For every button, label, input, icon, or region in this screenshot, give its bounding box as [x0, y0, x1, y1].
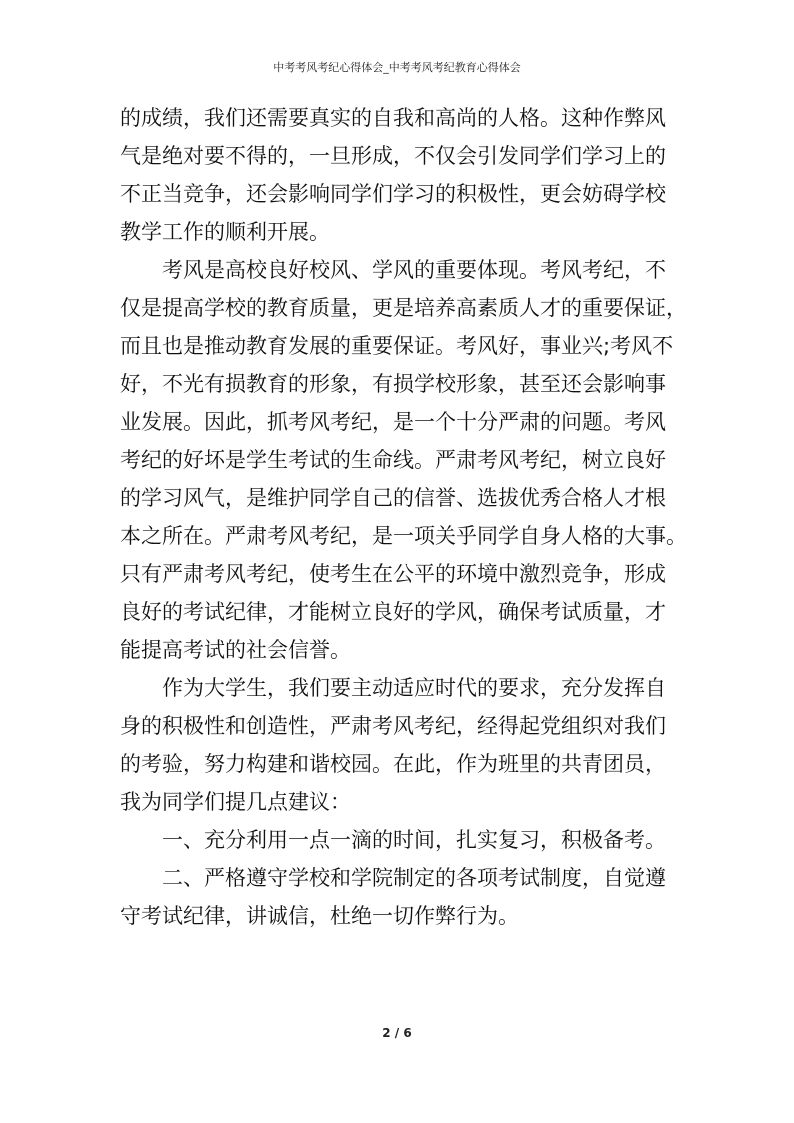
body-line: 教学工作的顺利开展。 [120, 220, 330, 244]
body-line: 考纪的好坏是学生考试的生命线。严肃考风考纪，树立良好 [120, 448, 666, 472]
body-line: 不正当竞争，还会影响同学们学习的积极性，更会妨碍学校 [120, 182, 666, 206]
body-line: 而且也是推动教育发展的重要保证。考风好，事业兴;考风不 [120, 334, 674, 358]
paragraph-start-line: 二、严格遵守学校和学院制定的各项考试制度，自觉遵 [162, 866, 666, 890]
paragraph-start-line: 考风是高校良好校风、学风的重要体现。考风考纪，不 [162, 258, 666, 282]
body-line: 守考试纪律，讲诚信，杜绝一切作弊行为。 [120, 904, 519, 928]
body-line: 只有严肃考风考纪，使考生在公平的环境中激烈竞争，形成 [120, 562, 666, 586]
body-line: 的学习风气，是维护同学自己的信誉、选拔优秀合格人才根 [120, 486, 666, 510]
document-body [120, 99, 687, 935]
body-line: 业发展。因此，抓考风考纪，是一个十分严肃的问题。考风 [120, 410, 666, 434]
body-line: 能提高考试的社会信誉。 [120, 638, 351, 662]
page-header-title: 中考考风考纪心得体会_中考考风考纪教育心得体会 [273, 61, 521, 74]
body-line: 良好的考试纪律，才能树立良好的学风，确保考试质量，才 [120, 600, 666, 624]
body-line: 本之所在。严肃考风考纪，是一项关乎同学自身人格的大事。 [120, 524, 687, 548]
body-line: 仅是提高学校的教育质量，更是培养高素质人才的重要保证， [120, 296, 687, 320]
body-line: 我为同学们提几点建议： [120, 790, 351, 814]
body-line: 的成绩，我们还需要真实的自我和高尚的人格。这种作弊风 [120, 106, 666, 130]
paragraph-start-line: 作为大学生，我们要主动适应时代的要求，充分发挥自 [162, 676, 666, 700]
body-line: 身的积极性和创造性，严肃考风考纪，经得起党组织对我们 [120, 714, 666, 738]
page-number: 2 / 6 [382, 1026, 412, 1040]
body-line: 的考验，努力构建和谐校园。在此，作为班里的共青团员， [120, 752, 666, 776]
body-line: 气是绝对要不得的，一旦形成，不仅会引发同学们学习上的 [120, 144, 666, 168]
paragraph-start-line: 一、充分利用一点一滴的时间，扎实复习，积极备考。 [162, 828, 666, 852]
body-line: 好，不光有损教育的形象，有损学校形象，甚至还会影响事 [120, 372, 666, 396]
